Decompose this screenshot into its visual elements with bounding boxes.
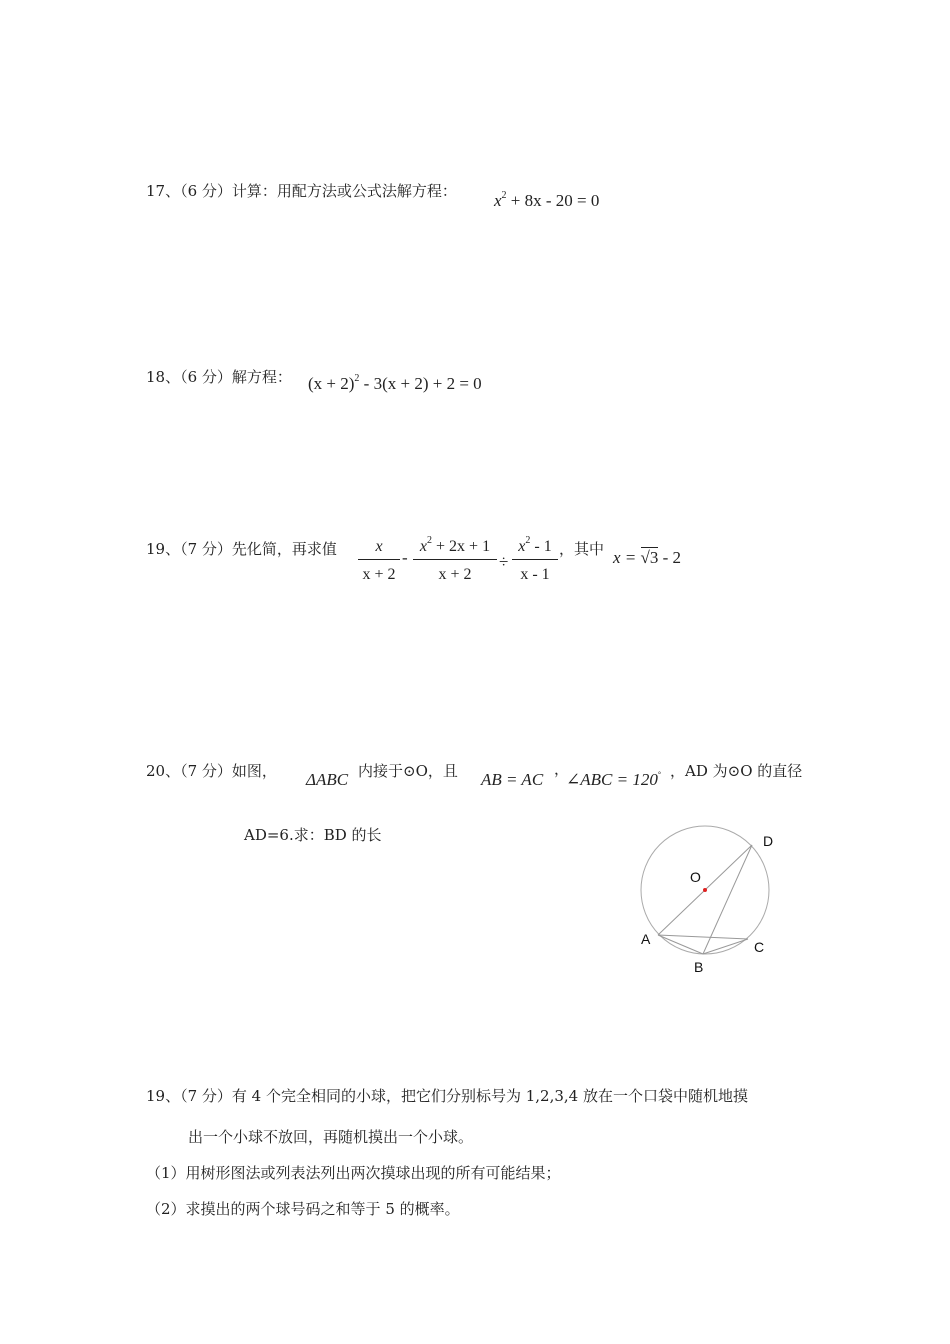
division-sign: ÷ [499,552,509,571]
label-c: C [754,939,765,955]
separator: ， [554,760,570,778]
segment-ac [658,935,748,939]
angle-abc: ∠ABC = 120° [566,770,662,789]
q21-part1: （1）用树形图法或列表法列出两次摸球出现的所有可能结果； [146,1164,561,1182]
segment-ab [658,935,703,954]
q18-text: 18、（6 分）解方程： [146,368,292,386]
fraction-2: $\frac{x^2 + 2x + 1}{x + 2}$ [413,538,497,584]
fraction-1: $\frac{x}{x + 2}$ [358,538,400,584]
ab-equals-ac: AB = AC [481,770,544,789]
segment-bc [703,939,748,954]
label-b: B [694,959,704,975]
center-point [703,888,707,892]
label-d: D [763,833,774,849]
q18-equation: $(x + 2)^2 - 3(x + 2) + 2 = 0$ [308,373,482,393]
q20-text-a: 20、（7 分）如图， [146,762,277,780]
q21-part2: （2）求摸出的两个球号码之和等于 5 的概率。 [146,1200,460,1218]
minus-sign: - [402,548,408,567]
q21-line2: 出一个小球不放回，再随机摸出一个小球。 [188,1128,474,1146]
q17-text: 17、（6 分）计算：用配方法或公式法解方程： [146,182,457,200]
q20-line2: AD=6.求：BD 的长 [244,826,382,844]
q20-text-b: 内接于⊙O，且 [358,762,458,780]
fraction-3: $\frac{x^2 - 1}{x - 1}$ [512,538,558,584]
label-o: O [690,869,701,885]
q19-condition-text: ，其中 [559,540,605,558]
q21-line1: 19、（7 分）有 4 个完全相同的小球，把它们分别标号为 1,2,3,4 放在一个口袋中随机地摸 [146,1087,748,1105]
q17-equation: $x^2 + 8x - 20 = 0$ [494,190,600,210]
q19-text: 19、（7 分）先化简，再求值 [146,540,337,558]
q20-text-c: ，AD 为⊙O 的直径 [670,762,803,780]
x-value: x = √3 - 2 [613,548,682,567]
triangle-abc: ΔABC [306,770,349,789]
label-a: A [641,931,651,947]
